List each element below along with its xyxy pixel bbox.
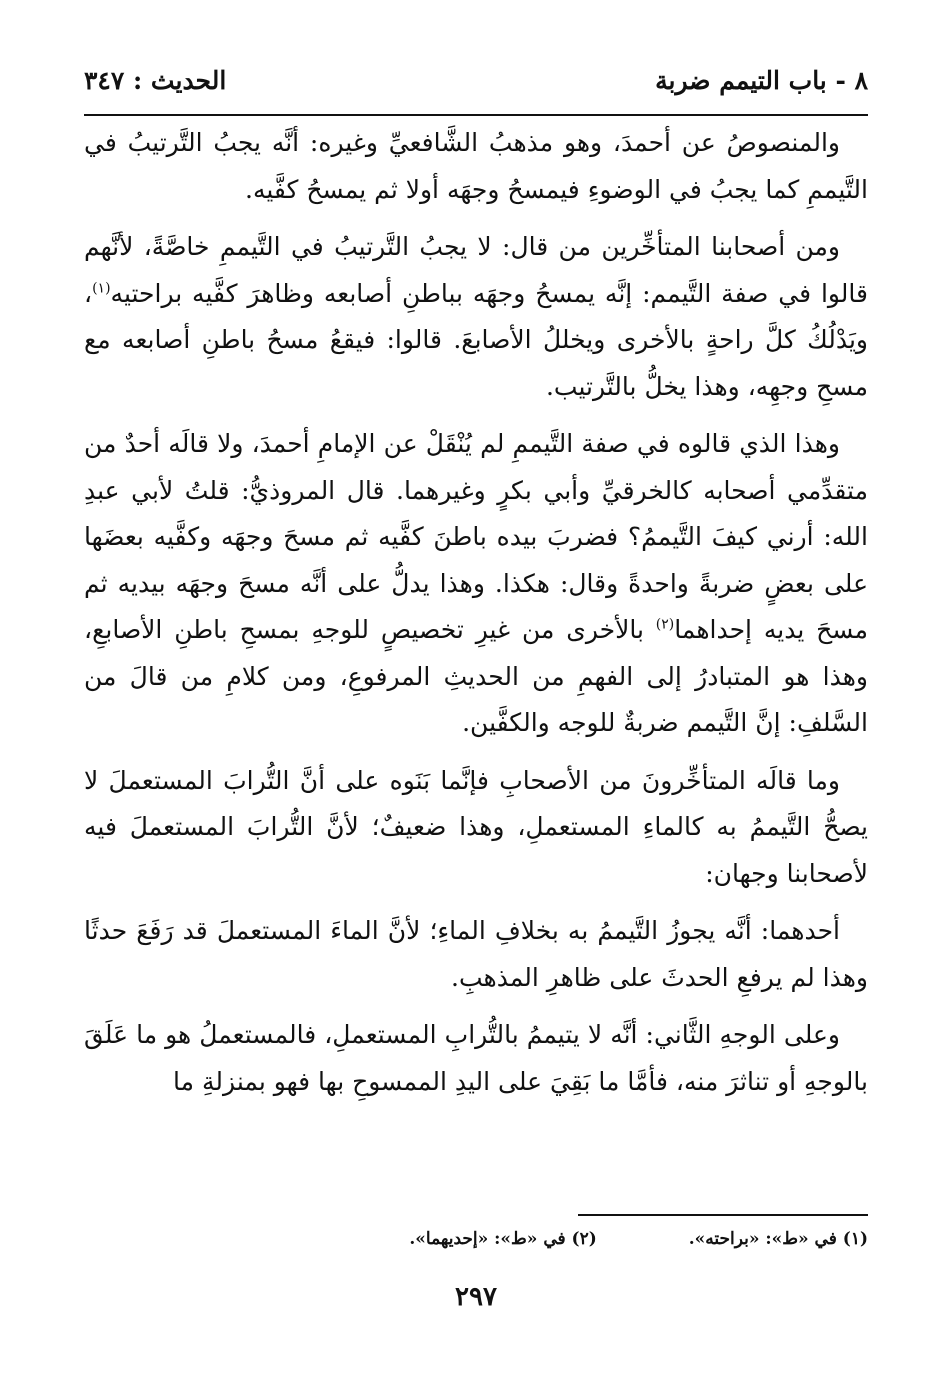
header-divider: [84, 114, 868, 116]
main-text: [84, 120, 868, 1116]
paragraph-segment: ، ويَدْلُكُ كلَّ راحةٍ بالأخرى ويخللُ الأصابعَ. قالوا: فيقعُ مسحُ باطنِ أصابعه مع مسحِ وجهِه، وهذا يخلُّ بالتَّرتيب.: [84, 278, 868, 401]
paragraph-segment: وهذا الذي قالوه في صفة التَّيممِ لم يُنْقَلْ عن الإمامِ أحمدَ، ولا قالَه أحدٌ من متقدِّمي أصحابه كالخرقيِّ وأبي بكرٍ وغيرهما. قال المروذيُّ: قلتُ لأبي عبدِ الله: أرني كيفَ التَّيممُ؟ فضربَ بيده باطنَ كفَّيه ثم مسحَ وجهَه وكفَّيه بعضَها على بعضٍ ضربةً واحدةً وقال: هكذا. وهذا يدلُّ على أنَّه مسحَ وجهَه بيديه ثم مسحَ يديه إحداهما: [84, 429, 869, 644]
footnote-marker: (١): [92, 280, 111, 297]
footnotes: [84, 1226, 868, 1252]
paragraph: [84, 421, 868, 747]
footnote-divider: [578, 1214, 868, 1216]
paragraph-segment: ومن أصحابنا المتأخِّرين من قال: لا يجبُ التَّرتيبُ في التَّيممِ خاصَّةً، لأنَّهم قالوا في صفة التَّيمم: إنَّه يمسحُ وجهَه بباطنِ أصابعه وظاهرَ كفَّيه براحتيه: [84, 232, 868, 308]
hadith-number: الحديث : ٣٤٧: [84, 66, 227, 95]
paragraph: وما قالَه المتأخِّرونَ من الأصحابِ فإنَّما بَنَوه على أنَّ التُّرابَ المستعملَ لا يصحُّ التَّيممُ به كالماءِ المستعملِ، وهذا ضعيفٌ؛ لأنَّ التُّرابَ المستعملَ فيه لأصحابنا وجهان:: [84, 765, 868, 888]
paragraph: والمنصوصُ عن أحمدَ، وهو مذهبُ الشَّافعيِّ وغيره: أنَّه يجبُ التَّرتيبُ في التَّيممِ كما يجبُ في الوضوءِ فيمسحُ وجهَه أولا ثم يمسحُ كفَّيه.: [84, 128, 868, 204]
footnote-marker: (٢): [655, 616, 675, 633]
paragraph: أحدهما: أنَّه يجوزُ التَّيممُ به بخلافِ الماءِ؛ لأنَّ الماءَ المستعملَ قد رَفَعَ حدثًا وهذا لم يرفعِ الحدثَ على ظاهرِ المذهبِ.: [84, 916, 868, 992]
footnote: (٢) في «ط»: «إحديهما».: [409, 1229, 597, 1249]
chapter-title: ٨ - باب التيمم ضربة: [655, 66, 868, 95]
footnote: (١) في «ط»: «براحته».: [688, 1229, 868, 1249]
paragraph-segment: بالأخرى من غيرِ تخصيصٍ للوجهِ بمسحِ باطنِ الأصابعِ، وهذا هو المتبادرُ إلى الفهمِ من الحديثِ المرفوعِ، ومن كلامِ من قالَ من السَّلفِ: إنَّ التَّيمم ضربةٌ للوجه والكفَّين.: [84, 615, 868, 737]
running-header: [84, 64, 868, 98]
paragraph: [84, 224, 868, 410]
page-number: ٢٩٧: [455, 1282, 497, 1312]
paragraph: وعلى الوجهِ الثَّاني: أنَّه لا يتيممُ بالتُّرابِ المستعملِ، فالمستعملُ هو ما عَلَقَ بالوجهِ أو تناثرَ منه، فأمَّا ما بَقِيَ على اليدِ الممسوحِ بها فهو بمنزلةِ ما: [84, 1020, 868, 1096]
